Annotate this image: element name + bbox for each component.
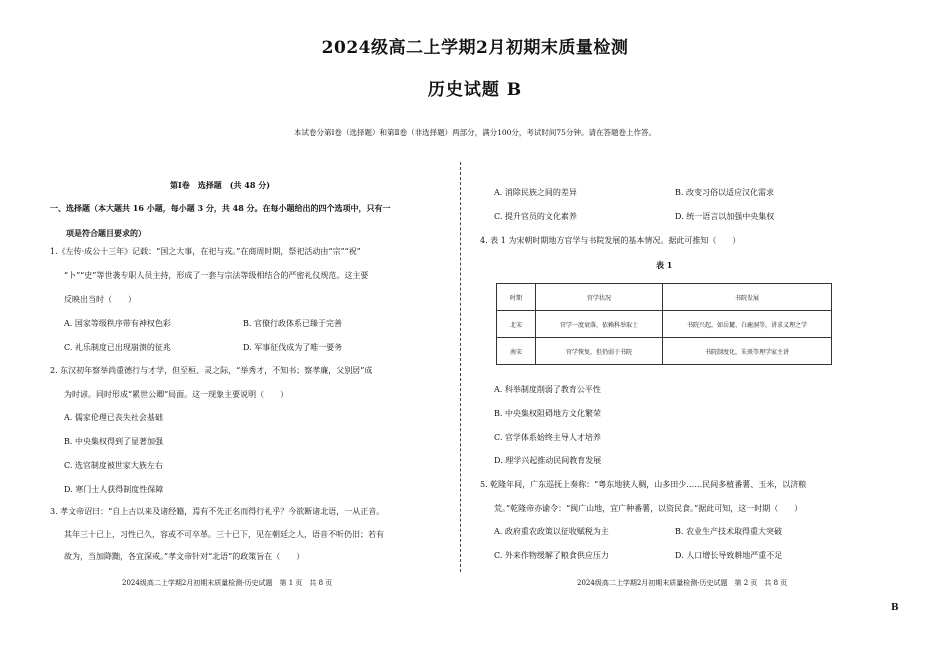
q5-line-2: 荒。”乾隆帝亦谕令：“闽广山地，宜广种番薯，以资民食。”据此可知，这一时期（ ） (494, 504, 803, 513)
table-cell: 北宋 (497, 311, 536, 338)
instruction-line-1: 一、选择题（本大题共 16 小题，每小题 3 分，共 48 分。在每小题给出的四个选项中，只有一 (50, 203, 391, 213)
table-cell: 书院兴起，如岳麓、白鹿洞等，讲求义理之学 (663, 311, 832, 338)
table-cell: 书院制度化，朱熹等理学家主讲 (663, 338, 832, 365)
table-header-row (497, 284, 832, 311)
q2-line-2: 为时谚。同时形成“累世公卿”局面。这一现象主要说明（ ） (64, 390, 289, 399)
q3-option-a: A. 消除民族之间的差异 (494, 188, 577, 197)
q1-option-c: C. 礼乐制度已出现崩溃的征兆 (64, 343, 171, 352)
q4-line-1: 4. 表 1 为宋朝时期地方官学与书院发展的基本情况。据此可推知（ ） (480, 236, 741, 245)
q2-option-a: A. 儒家伦理已丧失社会基础 (64, 413, 163, 422)
q3-option-d: D. 统一语言以加强中央集权 (675, 212, 775, 221)
q5-option-d: D. 人口增长导致耕地严重不足 (675, 551, 783, 560)
right-footer: 2024级高二上学期2月初期末质量检测·历史试题 第 2 页 共 8 页 (577, 579, 788, 587)
q1-option-b: B. 官僚行政体系已臻于完善 (243, 319, 342, 328)
q2-option-b: B. 中央集权得到了显著加强 (64, 437, 163, 446)
table-cell: 南宋 (497, 338, 536, 365)
q4-option-a: A. 科举制度削弱了教育公平性 (494, 385, 601, 394)
table-header-cell: 书院发展 (663, 284, 832, 311)
table-header-cell: 时期 (497, 284, 536, 311)
table-cell: 官学一度衰落，依赖科举取士 (536, 311, 663, 338)
q1-line-2: “卜”“史”等世袭专职人员主持，形成了一套与宗法等级相结合的严密礼仪规范。这主要 (64, 271, 369, 280)
q4-option-b: B. 中央集权阻碍地方文化繁荣 (494, 409, 601, 418)
table-row (497, 338, 832, 365)
q5-option-b: B. 农业生产技术取得重大突破 (675, 527, 782, 536)
q5-option-c: C. 外来作物缓解了粮食供应压力 (494, 551, 609, 560)
q3-option-c: C. 提升官员的文化素养 (494, 212, 577, 221)
table-cell: 官学恢复，但仍弱于书院 (536, 338, 663, 365)
q5-line-1: 5. 乾隆年间，广东巡抚上奏称：“粤东地狭人稠，山多田少……民间多植番薯、玉米，以济粮 (480, 480, 807, 489)
q1-option-a: A. 国家等级秩序带有神权色彩 (64, 319, 171, 328)
q3-line-1: 3. 孝文帝诏曰：“自上古以来及诸经籍，焉有不先正名而得行礼乎？今欲断诸北语，一从正音。 (50, 507, 385, 516)
instruction-line-2: 项是符合题目要求的） (66, 228, 146, 238)
exam-subtitle: 历史试题 B (427, 80, 523, 100)
exam-notice: 本试卷分第Ⅰ卷（选择题）和第Ⅱ卷（非选择题）两部分，满分100分，考试时间75分钟。请在答题卷上作答。 (294, 128, 656, 137)
left-footer: 2024级高二上学期2月初期末质量检测·历史试题 第 1 页 共 8 页 (122, 579, 333, 587)
q2-line-1: 2. 东汉初年察举尚重德行与才学，但至桓、灵之际，“举秀才，不知书；察孝廉，父别居”成 (50, 366, 373, 375)
table-caption: 表 1 (656, 260, 673, 270)
q1-option-d: D. 军事征伐成为了唯一要务 (243, 343, 343, 352)
exam-title: 2024级高二上学期2月初期末质量检测 (321, 38, 629, 58)
q1-line-3: 反映出当时（ ） (64, 295, 136, 304)
data-table (496, 283, 832, 365)
q4-option-d: D. 理学兴起推动民间教育发展 (494, 456, 602, 465)
corner-mark: B (891, 603, 899, 613)
q2-option-d: D. 寒门士人获得制度性保障 (64, 485, 164, 494)
section-title: 第Ⅰ卷 选择题 (共 48 分) (170, 180, 271, 190)
q4-option-c: C. 官学体系始终主导人才培养 (494, 433, 601, 442)
q1-line-1: 1.《左传·成公十三年》记载：“国之大事，在祀与戎。”在商周时期，祭祀活动由“宗”“祝” (50, 247, 361, 256)
table-row (497, 311, 832, 338)
q3-line-2: 其年三十已上，习性已久，容或不可卒革。三十已下，见在朝廷之人，语音不听仍旧；若有 (64, 530, 384, 539)
q5-option-a: A. 政府重农政策以征收赋税为主 (494, 527, 609, 536)
q3-line-3: 故为，当加降黜，各宜深戒。”孝文帝针对“北语”的政策旨在（ ） (64, 552, 305, 561)
table-header-cell: 官学状况 (536, 284, 663, 311)
q3-option-b: B. 改变习俗以适应汉化需求 (675, 188, 774, 197)
q2-option-c: C. 选官制度被世家大族左右 (64, 461, 163, 470)
page-divider (460, 162, 461, 572)
